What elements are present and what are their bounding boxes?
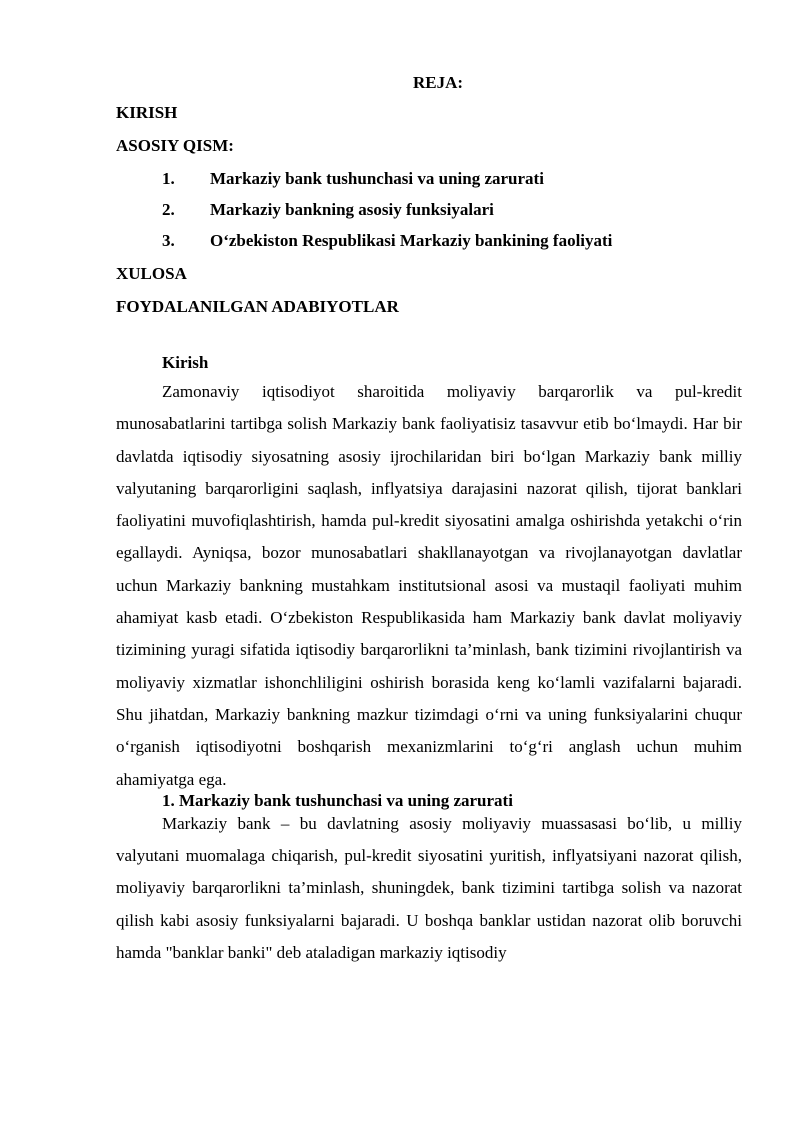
plan-item-number: 2.: [162, 200, 175, 219]
plan-item-number: 1.: [162, 169, 175, 188]
plan-item-text: Markaziy bank tushunchasi va uning zarurati: [210, 169, 544, 188]
intro-heading: Kirish: [162, 353, 209, 372]
plan-item: [116, 232, 742, 265]
plan-item: [116, 201, 742, 232]
plan-references: FOYDALANILGAN ADABIYOTLAR: [116, 297, 399, 316]
section1-heading: 1. Markaziy bank tushunchasi va uning zarurati: [162, 790, 513, 810]
section1-paragraph: Markaziy bank – bu davlatning asosiy moliyaviy muassasasi bo‘lib, u milliy valyutani muomalaga chiqarish, pul-kredit siyosatini yuritish, inflyatsiyani nazorat qilish, moliyaviy barqarorlikni ta’minlash, shuningdek, bank tizimini tartibga solish va nazorat qilish kabi asosiy funksiyalarni bajaradi. U boshqa banklar ustidan nazorat olib boruvchi hamda "banklar banki" deb ataladigan markaziy iqtisodiy: [116, 813, 742, 963]
plan-item-number: 3.: [162, 231, 175, 250]
plan-item-text: Markaziy bankning asosiy funksiyalari: [210, 200, 494, 219]
plan-conclusion: XULOSA: [116, 264, 187, 283]
plan-title: REJA:: [412, 73, 464, 92]
plan-item: [116, 170, 742, 201]
document-page: [116, 74, 742, 969]
intro-paragraph: Zamonaviy iqtisodiyot sharoitida moliyaviy barqarorlik va pul-kredit munosabatlarini tartibga solish Markaziy bank faoliyatisiz tasavvur etib bo‘lmaydi. Har bir davlatda iqtisodiy siyosatning asosiy ijrochilaridan biri bo‘lgan Markaziy bank milliy valyutaning barqarorligini saqlash, inflyatsiya darajasini nazorat qilish, tijorat banklari faoliyatini muvofiqlashtirish, hamda pul-kredit siyosatini amalga oshirishda yetakchi o‘rin egallaydi. Ayniqsa, bozor munosabatlari shakllanayotgan va rivojlanayotgan davlatlar uchun Markaziy bankning mustahkam institutsional asosi va mustaqil faoliyati muhim ahamiyat kasb etadi. O‘zbekiston Respublikasida ham Markaziy bank davlat moliyaviy tizimining yuragi sifatida iqtisodiy barqarorlikni ta’minlash, bank tizimini rivojlantirish va moliyaviy xizmatlar ishonchliligini oshirish borasida keng ko‘lamli vazifalarni bajaradi. Shu jihatdan, Markaziy bankning mazkur tizimdagi o‘rni va uning funksiyalarini chuqur o‘rganish iqtisodiyotni boshqarish mexanizmlarini to‘g‘ri anglash uchun muhim ahamiyatga ega.: [116, 382, 742, 789]
spacer: [116, 331, 742, 354]
plan-intro: KIRISH: [116, 103, 178, 122]
plan-item-text: O‘zbekiston Respublikasi Markaziy bankining faoliyati: [210, 231, 613, 250]
plan-main-part: ASOSIY QISM:: [116, 136, 234, 155]
